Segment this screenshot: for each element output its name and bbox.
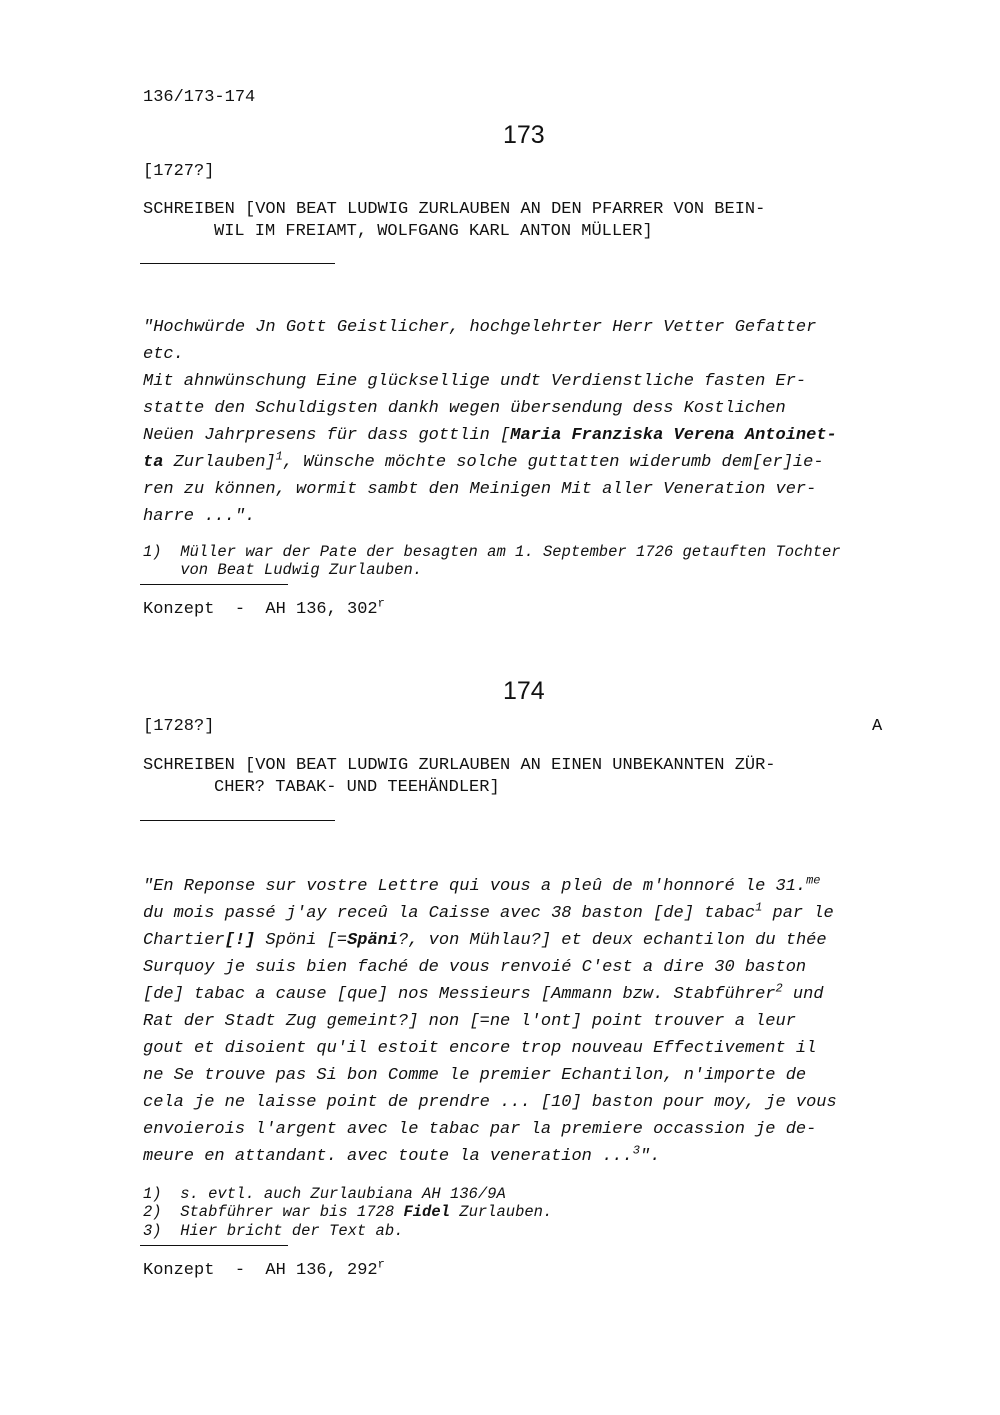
title-divider bbox=[140, 820, 335, 821]
entry-title-line1: SCHREIBEN [VON BEAT LUDWIG ZURLAUBEN AN EINEN UNBEKANNTEN ZÜR- bbox=[143, 756, 776, 775]
footnotes: 1) Müller war der Pate der besagten am 1. September 1726 getauften Tochter von Beat Ludwig Zurlauben. bbox=[143, 542, 841, 579]
entry-title-line1: SCHREIBEN [VON BEAT LUDWIG ZURLAUBEN AN DEN PFARRER VON BEIN- bbox=[143, 200, 766, 219]
source-divider bbox=[140, 1245, 288, 1246]
entry-number: 174 bbox=[503, 677, 545, 705]
source-divider bbox=[140, 584, 288, 585]
entry-date: [1727?] bbox=[143, 162, 215, 181]
letter-text: "En Reponse sur vostre Lettre qui vous a pleû de m'honnoré le 31.$^{me}$ du mois passé j'ay receû la Caisse avec 38 baston [de] tabac$^1$ par le Chartier[!] Spöni [=Späni?, von Mühlau?] et deux echantilon du thée Surquoy je suis bien faché de vous renvoié C'est a dire 30 baston [de] tabac a cause [que] nos Messieurs [Ammann bzw. Stabführer$^2$ und Rat der Stadt Zug gemeint?] non [=ne l'ont] point trouver a leur gout et disoient qu'il estoit encore trop nouveau Effectivement il ne Se trouve pas Si bon Comme le premier Echantilon, n'importe de cela je ne laisse point de prendre ... [10] baston pour moy, je vous envoierois l'argent avec le tabac par la premiere occassion je de- meure en attandant. avec toute la veneration ...$^3$". bbox=[143, 873, 837, 1166]
footnotes: 1) s. evtl. auch Zurlaubiana AH 136/9A 2) Stabführer war bis 1728 Fidel Zurlauben. 3) Hier bricht der Text ab. bbox=[143, 1184, 553, 1240]
letter-text: "Hochwürde Jn Gott Geistlicher, hochgelehrter Herr Vetter Gefatter etc. Mit ahnwünschung Eine glücksellige undt Verdienstliche fasten Er- statte den Schuldigsten dankh wegen übersendung dess Kostlichen Neüen Jahrpresens für dass gottlin [Maria Franziska Verena Antoinet- ta Zurlauben]$^1$, Wünsche möchte solche guttatten widerumb dem[er]ie- ren zu können, wormit sambt den Meinigen Mit aller Veneration ver- harre ...". bbox=[143, 318, 837, 526]
entry-date: [1728?] bbox=[143, 717, 215, 736]
entry-title-line2: WIL IM FREIAMT, WOLFGANG KARL ANTON MÜLLER] bbox=[214, 222, 653, 241]
entry-number: 173 bbox=[503, 121, 545, 149]
source-reference: Konzept - AH 136, 292$^r$ bbox=[143, 1257, 385, 1280]
title-divider bbox=[140, 263, 335, 264]
source-reference: Konzept - AH 136, 302$^r$ bbox=[143, 596, 385, 619]
entry-side-marker: A bbox=[872, 717, 883, 736]
document-reference: 136/173-174 bbox=[143, 88, 256, 107]
entry-title-line2: CHER? TABAK- UND TEEHÄNDLER] bbox=[214, 778, 500, 797]
